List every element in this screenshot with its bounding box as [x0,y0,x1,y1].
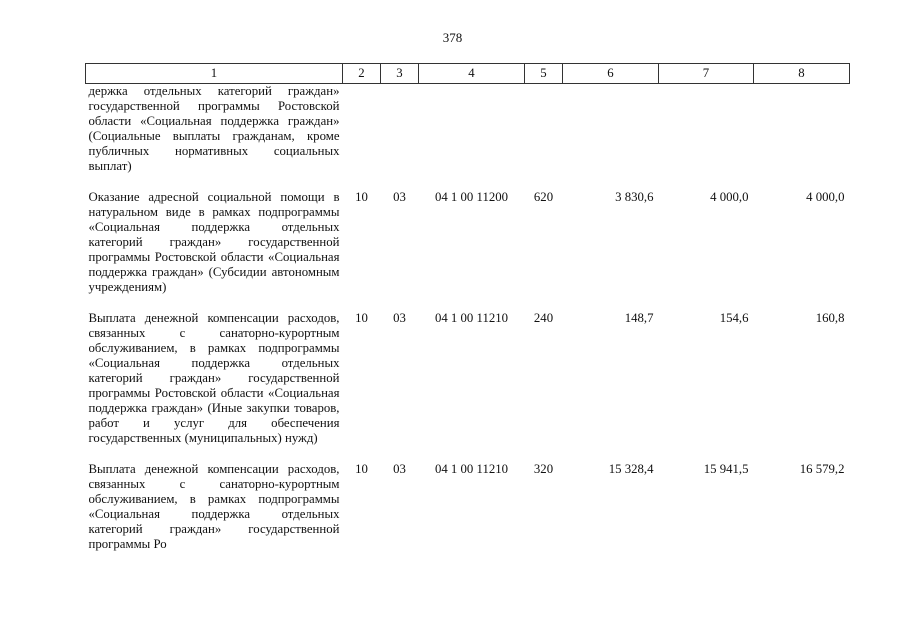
header-cell-5: 5 [525,64,563,84]
row-description: держка отдельных категорий граждан» государственной программы Ростовской области «Социальная поддержка граждан» (Социальные выплаты гражданам, кроме публичных нормативных социальных выплат) [88,84,340,173]
header-cell-8: 8 [754,64,850,84]
row-subsection-code [381,84,419,191]
row-subsection-code: 03 [393,462,406,476]
row-expense-type-code: 240 [533,311,554,325]
table-header [86,64,850,84]
row-target-article-code [419,84,525,191]
row-amount-col8: 160,8 [815,311,845,325]
budget-table [85,63,850,568]
table-row [86,190,850,311]
row-amount-col6: 3 830,6 [615,190,654,204]
row-amount-col7 [659,84,754,191]
header-cell-3: 3 [381,64,419,84]
row-amount-col7: 15 941,5 [703,462,749,476]
row-description: Оказание адресной социальной помощи в натуральном виде в рамках подпрограммы «Социальная поддержка отдельных категорий граждан» государственной программы Ростовской области «Социальная поддержка граждан» (Субсидии автономным учреждениям) [88,190,340,294]
row-amount-col7: 154,6 [719,311,749,325]
row-amount-col8 [754,84,850,191]
header-row [86,64,850,84]
row-amount-col6: 148,7 [624,311,654,325]
header-cell-2: 2 [343,64,381,84]
row-subsection-code: 03 [393,190,406,204]
row-expense-type-code [525,84,563,191]
row-amount-col8: 4 000,0 [806,190,845,204]
row-target-article-code: 04 1 00 11210 [434,462,509,476]
row-section-code: 10 [355,311,368,325]
row-section-code: 10 [355,462,368,476]
row-amount-col6 [563,84,659,191]
row-expense-type-code: 620 [533,190,554,204]
row-section-code: 10 [355,190,368,204]
page-number: 378 [442,30,463,45]
table-body [86,84,850,569]
row-subsection-code: 03 [393,311,406,325]
table-row [86,311,850,462]
row-section-code [343,84,381,191]
table-row [86,462,850,568]
row-target-article-code: 04 1 00 11210 [434,311,509,325]
row-expense-type-code: 320 [533,462,554,476]
row-amount-col8: 16 579,2 [799,462,845,476]
header-cell-1: 1 [86,64,343,84]
row-description: Выплата денежной компенсации расходов, связанных с санаторно-курортным обслуживанием, в рамках подпрограммы «Социальная поддержка отдельных категорий граждан» государственной программы Ро [88,462,340,551]
row-amount-col7: 4 000,0 [710,190,749,204]
header-cell-7: 7 [659,64,754,84]
row-target-article-code: 04 1 00 11200 [434,190,509,204]
row-description: Выплата денежной компенсации расходов, связанных с санаторно-курортным обслуживанием, в рамках подпрограммы «Социальная поддержка отдельных категорий граждан» государственной программы Ростовской области «Социальная поддержка граждан» (Иные закупки товаров, работ и услуг для обеспечения государственных (муниципальных) нужд) [88,311,340,445]
header-cell-6: 6 [563,64,659,84]
header-cell-4: 4 [419,64,525,84]
row-amount-col6: 15 328,4 [608,462,654,476]
table-row [86,84,850,191]
